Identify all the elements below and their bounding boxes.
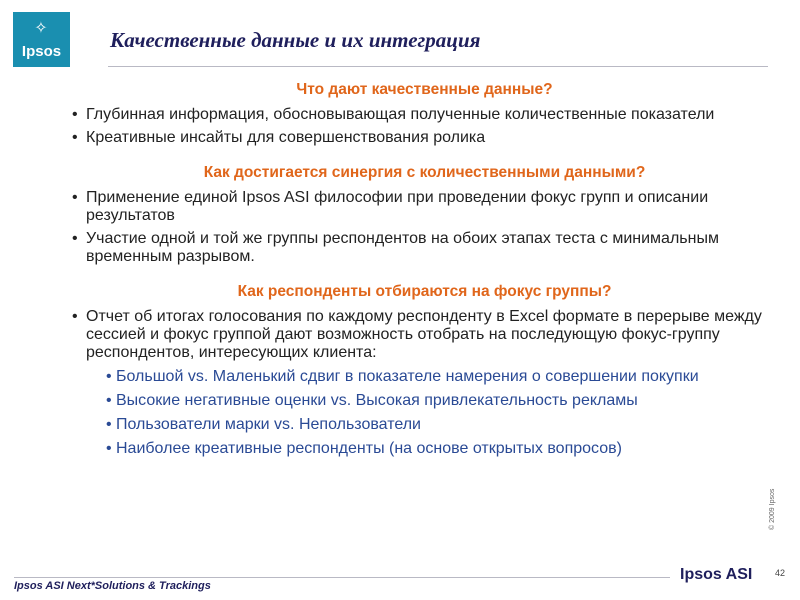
- ipsos-logo: [13, 12, 70, 67]
- bullet-icon: •: [72, 308, 78, 325]
- footer-brand-logo: Ipsos ASI: [680, 566, 753, 583]
- copyright-note: © 2009 Ipsos: [769, 488, 776, 530]
- footer-divider: [14, 577, 670, 578]
- sub-bullet-item: [72, 440, 777, 458]
- logo-text: Ipsos: [21, 43, 62, 60]
- bullet-text: Глубинная информация, обосновывающая полученные количественные показатели: [86, 106, 715, 123]
- bullet-icon: •: [106, 392, 112, 409]
- sub-bullet-text: Пользователи марки vs. Непользователи: [116, 416, 421, 433]
- page-title: Качественные данные и их интеграция: [110, 28, 481, 52]
- logo-mark-icon: ✧: [34, 20, 48, 37]
- bullet-text: Отчет об итогах голосования по каждому респонденту в Excel формате в перерыве между сессией и фокус группой дают возможность отобрать на последующую фокус-группу респондентов, интересующих клиента:: [86, 308, 762, 361]
- section-question: Что дают качественные данные?: [296, 81, 553, 98]
- bullet-icon: •: [72, 230, 78, 247]
- bullet-icon: •: [72, 189, 78, 206]
- bullet-text: Креативные инсайты для совершенствования ролика: [86, 129, 486, 146]
- bullet-icon: •: [106, 368, 112, 385]
- section-question: Как респонденты отбираются на фокус группы?: [237, 283, 612, 300]
- section-question: Как достигается синергия с количественными данными?: [203, 164, 646, 181]
- sub-bullet-item: [72, 368, 777, 386]
- bullet-icon: •: [72, 106, 78, 123]
- slide-content: [72, 80, 777, 458]
- bullet-item: [72, 106, 777, 124]
- bullet-icon: •: [106, 416, 112, 433]
- page-number: 42: [775, 568, 786, 578]
- sub-bullet-item: [72, 416, 777, 434]
- sub-bullet-text: Высокие негативные оценки vs. Высокая привлекательность рекламы: [116, 392, 638, 409]
- title-divider: [108, 66, 768, 67]
- bullet-icon: •: [72, 129, 78, 146]
- bullet-item: [72, 308, 777, 362]
- bullet-icon: •: [106, 440, 112, 457]
- bullet-text: Участие одной и той же группы респондентов на обоих этапах теста с минимальным временным разрывом.: [86, 230, 719, 265]
- sub-bullet-text: Большой vs. Маленький сдвиг в показателе намерения о совершении покупки: [116, 368, 699, 385]
- sub-bullet-item: [72, 392, 777, 410]
- bullet-item: [72, 189, 777, 225]
- sub-bullet-text: Наиболее креативные респонденты (на основе открытых вопросов): [116, 440, 622, 457]
- bullet-text: Применение единой Ipsos ASI философии при проведении фокус групп и описании результатов: [86, 189, 709, 224]
- bullet-item: [72, 230, 777, 266]
- footer-caption: Ipsos ASI Next*Solutions & Trackings: [14, 580, 211, 592]
- bullet-item: [72, 129, 777, 147]
